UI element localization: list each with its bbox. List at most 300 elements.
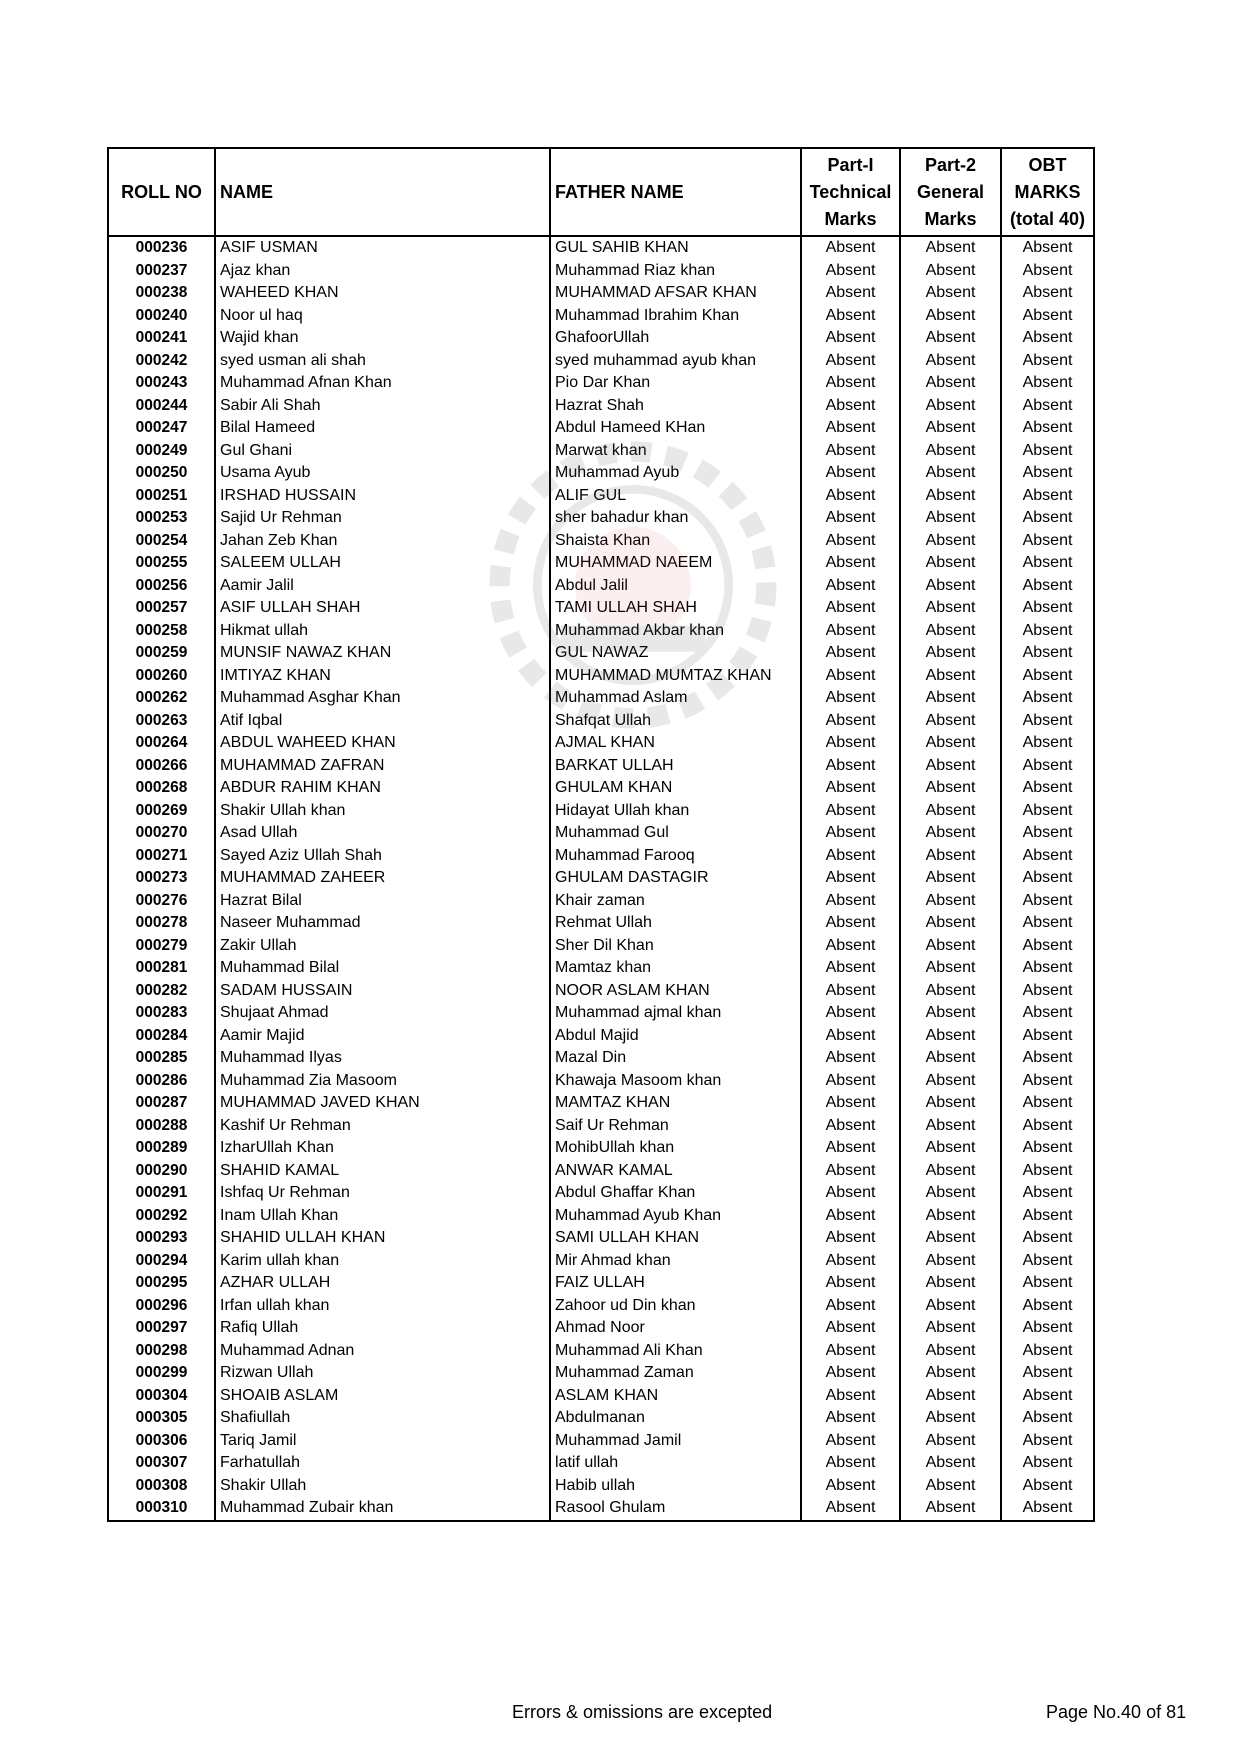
- header-row: [108, 148, 1094, 236]
- part1-marks-cell: Absent: [801, 710, 900, 733]
- name-cell: Naseer Muhammad: [215, 912, 550, 935]
- father-name-cell: Shaista Khan: [550, 530, 801, 553]
- father-name-cell: Pio Dar Khan: [550, 372, 801, 395]
- part2-marks-cell: Absent: [900, 867, 1001, 890]
- father-name-cell: MUHAMMAD MUMTAZ KHAN: [550, 665, 801, 688]
- header-part2-line3: Marks: [924, 208, 977, 229]
- father-name-cell: Khawaja Masoom khan: [550, 1070, 801, 1093]
- name-cell: MUNSIF NAWAZ KHAN: [215, 642, 550, 665]
- part1-marks-cell: Absent: [801, 845, 900, 868]
- father-name-cell: Abdul Jalil: [550, 575, 801, 598]
- roll-no-cell: 000282: [108, 980, 215, 1003]
- table-row: [108, 1025, 1094, 1048]
- roll-no-cell: 000260: [108, 665, 215, 688]
- part1-marks-cell: Absent: [801, 822, 900, 845]
- father-name-cell: Muhammad Zaman: [550, 1362, 801, 1385]
- father-name-cell: Rehmat Ullah: [550, 912, 801, 935]
- header-part2-line1: Part-2: [924, 154, 977, 175]
- roll-no-cell: 000244: [108, 395, 215, 418]
- father-name-cell: MUHAMMAD AFSAR KHAN: [550, 282, 801, 305]
- roll-no-cell: 000308: [108, 1475, 215, 1498]
- part2-marks-cell: Absent: [900, 1430, 1001, 1453]
- name-cell: SADAM HUSSAIN: [215, 980, 550, 1003]
- obt-marks-cell: Absent: [1001, 957, 1094, 980]
- name-cell: Atif Iqbal: [215, 710, 550, 733]
- roll-no-cell: 000286: [108, 1070, 215, 1093]
- part1-marks-cell: Absent: [801, 1160, 900, 1183]
- roll-no-cell: 000305: [108, 1407, 215, 1430]
- roll-no-cell: 000273: [108, 867, 215, 890]
- obt-marks-cell: Absent: [1001, 1362, 1094, 1385]
- table-row: [108, 1385, 1094, 1408]
- name-cell: SALEEM ULLAH: [215, 552, 550, 575]
- part1-marks-cell: Absent: [801, 597, 900, 620]
- obt-marks-cell: Absent: [1001, 485, 1094, 508]
- father-name-cell: Muhammad Jamil: [550, 1430, 801, 1453]
- header-father-name: FATHER NAME: [550, 148, 801, 236]
- table-row: [108, 1250, 1094, 1273]
- name-cell: MUHAMMAD ZAHEER: [215, 867, 550, 890]
- father-name-cell: Abdul Ghaffar Khan: [550, 1182, 801, 1205]
- father-name-cell: Muhammad Aslam: [550, 687, 801, 710]
- father-name-cell: SAMI ULLAH KHAN: [550, 1227, 801, 1250]
- table-row: [108, 485, 1094, 508]
- table-row: [108, 710, 1094, 733]
- roll-no-cell: 000236: [108, 236, 215, 260]
- part2-marks-cell: Absent: [900, 1250, 1001, 1273]
- roll-no-cell: 000283: [108, 1002, 215, 1025]
- part1-marks-cell: Absent: [801, 687, 900, 710]
- roll-no-cell: 000298: [108, 1340, 215, 1363]
- obt-marks-cell: Absent: [1001, 845, 1094, 868]
- part1-marks-cell: Absent: [801, 732, 900, 755]
- obt-marks-cell: Absent: [1001, 935, 1094, 958]
- part1-marks-cell: Absent: [801, 282, 900, 305]
- part1-marks-cell: Absent: [801, 485, 900, 508]
- obt-marks-cell: Absent: [1001, 530, 1094, 553]
- roll-no-cell: 000241: [108, 327, 215, 350]
- obt-marks-cell: Absent: [1001, 755, 1094, 778]
- father-name-cell: Muhammad ajmal khan: [550, 1002, 801, 1025]
- name-cell: Hikmat ullah: [215, 620, 550, 643]
- table-row: [108, 350, 1094, 373]
- part1-marks-cell: Absent: [801, 350, 900, 373]
- roll-no-cell: 000279: [108, 935, 215, 958]
- father-name-cell: Muhammad Ibrahim Khan: [550, 305, 801, 328]
- obt-marks-cell: Absent: [1001, 1025, 1094, 1048]
- part1-marks-cell: Absent: [801, 1115, 900, 1138]
- obt-marks-cell: Absent: [1001, 507, 1094, 530]
- part2-marks-cell: Absent: [900, 620, 1001, 643]
- header-name: NAME: [215, 148, 550, 236]
- name-cell: Gul Ghani: [215, 440, 550, 463]
- obt-marks-cell: Absent: [1001, 282, 1094, 305]
- father-name-cell: Marwat khan: [550, 440, 801, 463]
- roll-no-cell: 000250: [108, 462, 215, 485]
- table-row: [108, 1407, 1094, 1430]
- table-row: [108, 800, 1094, 823]
- part2-marks-cell: Absent: [900, 417, 1001, 440]
- header-part1-line2: Technical: [809, 181, 892, 202]
- name-cell: WAHEED KHAN: [215, 282, 550, 305]
- part1-marks-cell: Absent: [801, 980, 900, 1003]
- name-cell: AZHAR ULLAH: [215, 1272, 550, 1295]
- part1-marks-cell: Absent: [801, 867, 900, 890]
- part2-marks-cell: Absent: [900, 395, 1001, 418]
- table-row: [108, 957, 1094, 980]
- obt-marks-cell: Absent: [1001, 417, 1094, 440]
- name-cell: MUHAMMAD ZAFRAN: [215, 755, 550, 778]
- part1-marks-cell: Absent: [801, 890, 900, 913]
- name-cell: ABDUR RAHIM KHAN: [215, 777, 550, 800]
- part2-marks-cell: Absent: [900, 755, 1001, 778]
- father-name-cell: MAMTAZ KHAN: [550, 1092, 801, 1115]
- father-name-cell: Muhammad Gul: [550, 822, 801, 845]
- part2-marks-cell: Absent: [900, 282, 1001, 305]
- part2-marks-cell: Absent: [900, 1475, 1001, 1498]
- father-name-cell: Mir Ahmad khan: [550, 1250, 801, 1273]
- table-row: [108, 732, 1094, 755]
- table-row: [108, 1137, 1094, 1160]
- name-cell: Shafiullah: [215, 1407, 550, 1430]
- obt-marks-cell: Absent: [1001, 462, 1094, 485]
- roll-no-cell: 000294: [108, 1250, 215, 1273]
- obt-marks-cell: Absent: [1001, 1115, 1094, 1138]
- father-name-cell: TAMI ULLAH SHAH: [550, 597, 801, 620]
- father-name-cell: latif ullah: [550, 1452, 801, 1475]
- name-cell: ASIF ULLAH SHAH: [215, 597, 550, 620]
- roll-no-cell: 000266: [108, 755, 215, 778]
- name-cell: SHAHID KAMAL: [215, 1160, 550, 1183]
- name-cell: Zakir Ullah: [215, 935, 550, 958]
- roll-no-cell: 000287: [108, 1092, 215, 1115]
- table-row: [108, 552, 1094, 575]
- obt-marks-cell: Absent: [1001, 1047, 1094, 1070]
- part1-marks-cell: Absent: [801, 777, 900, 800]
- header-roll-no: ROLL NO: [108, 148, 215, 236]
- name-cell: Shakir Ullah: [215, 1475, 550, 1498]
- roll-no-cell: 000293: [108, 1227, 215, 1250]
- table-row: [108, 236, 1094, 260]
- roll-no-cell: 000253: [108, 507, 215, 530]
- name-cell: Muhammad Zia Masoom: [215, 1070, 550, 1093]
- part1-marks-cell: Absent: [801, 800, 900, 823]
- table-row: [108, 822, 1094, 845]
- father-name-cell: BARKAT ULLAH: [550, 755, 801, 778]
- part1-marks-cell: Absent: [801, 440, 900, 463]
- obt-marks-cell: Absent: [1001, 1092, 1094, 1115]
- name-cell: ABDUL WAHEED KHAN: [215, 732, 550, 755]
- part2-marks-cell: Absent: [900, 1362, 1001, 1385]
- father-name-cell: ALIF GUL: [550, 485, 801, 508]
- part1-marks-cell: Absent: [801, 1385, 900, 1408]
- part1-marks-cell: Absent: [801, 935, 900, 958]
- part1-marks-cell: Absent: [801, 1025, 900, 1048]
- roll-no-cell: 000255: [108, 552, 215, 575]
- table-row: [108, 620, 1094, 643]
- obt-marks-cell: Absent: [1001, 980, 1094, 1003]
- father-name-cell: GhafoorUllah: [550, 327, 801, 350]
- roll-no-cell: 000238: [108, 282, 215, 305]
- part1-marks-cell: Absent: [801, 1317, 900, 1340]
- father-name-cell: Zahoor ud Din khan: [550, 1295, 801, 1318]
- table-row: [108, 1092, 1094, 1115]
- part2-marks-cell: Absent: [900, 1452, 1001, 1475]
- roll-no-cell: 000310: [108, 1497, 215, 1521]
- part2-marks-cell: Absent: [900, 485, 1001, 508]
- table-row: [108, 1295, 1094, 1318]
- part1-marks-cell: Absent: [801, 1227, 900, 1250]
- part2-marks-cell: Absent: [900, 1340, 1001, 1363]
- table-row: [108, 597, 1094, 620]
- obt-marks-cell: Absent: [1001, 395, 1094, 418]
- table-row: [108, 1430, 1094, 1453]
- part2-marks-cell: Absent: [900, 957, 1001, 980]
- roll-no-cell: 000291: [108, 1182, 215, 1205]
- name-cell: IzharUllah Khan: [215, 1137, 550, 1160]
- part2-marks-cell: Absent: [900, 1092, 1001, 1115]
- part1-marks-cell: Absent: [801, 236, 900, 260]
- part2-marks-cell: Absent: [900, 980, 1001, 1003]
- part1-marks-cell: Absent: [801, 305, 900, 328]
- obt-marks-cell: Absent: [1001, 327, 1094, 350]
- father-name-cell: Muhammad Akbar khan: [550, 620, 801, 643]
- table-row: [108, 845, 1094, 868]
- part2-marks-cell: Absent: [900, 597, 1001, 620]
- roll-no-cell: 000258: [108, 620, 215, 643]
- table-row: [108, 417, 1094, 440]
- obt-marks-cell: Absent: [1001, 822, 1094, 845]
- roll-no-cell: 000299: [108, 1362, 215, 1385]
- roll-no-cell: 000307: [108, 1452, 215, 1475]
- table-row: [108, 1497, 1094, 1521]
- roll-no-cell: 000256: [108, 575, 215, 598]
- part2-marks-cell: Absent: [900, 305, 1001, 328]
- part2-marks-cell: Absent: [900, 260, 1001, 283]
- obt-marks-cell: Absent: [1001, 575, 1094, 598]
- obt-marks-cell: Absent: [1001, 890, 1094, 913]
- part1-marks-cell: Absent: [801, 912, 900, 935]
- father-name-cell: Abdulmanan: [550, 1407, 801, 1430]
- part1-marks-cell: Absent: [801, 620, 900, 643]
- name-cell: Rafiq Ullah: [215, 1317, 550, 1340]
- footer-disclaimer: Errors & omissions are excepted: [512, 1702, 773, 1722]
- name-cell: Ishfaq Ur Rehman: [215, 1182, 550, 1205]
- header-part1-line1: Part-I: [827, 154, 874, 175]
- part1-marks-cell: Absent: [801, 1092, 900, 1115]
- father-name-cell: GHULAM DASTAGIR: [550, 867, 801, 890]
- part1-marks-cell: Absent: [801, 1452, 900, 1475]
- roll-no-cell: 000270: [108, 822, 215, 845]
- obt-marks-cell: Absent: [1001, 1137, 1094, 1160]
- obt-marks-cell: Absent: [1001, 1160, 1094, 1183]
- part1-marks-cell: Absent: [801, 1362, 900, 1385]
- father-name-cell: syed muhammad ayub khan: [550, 350, 801, 373]
- page-number: Page No.40 of 81: [1046, 1702, 1187, 1722]
- header-part2-general-marks: [900, 148, 1001, 236]
- obt-marks-cell: Absent: [1001, 1295, 1094, 1318]
- name-cell: Farhatullah: [215, 1452, 550, 1475]
- roll-no-cell: 000237: [108, 260, 215, 283]
- part1-marks-cell: Absent: [801, 1250, 900, 1273]
- table-row: [108, 260, 1094, 283]
- part1-marks-cell: Absent: [801, 552, 900, 575]
- table-row: [108, 1070, 1094, 1093]
- table-row: [108, 530, 1094, 553]
- father-name-cell: sher bahadur khan: [550, 507, 801, 530]
- table-row: [108, 867, 1094, 890]
- roll-no-cell: 000297: [108, 1317, 215, 1340]
- name-cell: Aamir Jalil: [215, 575, 550, 598]
- roll-no-cell: 000295: [108, 1272, 215, 1295]
- part2-marks-cell: Absent: [900, 236, 1001, 260]
- table-row: [108, 1452, 1094, 1475]
- part1-marks-cell: Absent: [801, 1407, 900, 1430]
- father-name-cell: Mazal Din: [550, 1047, 801, 1070]
- roll-no-cell: 000251: [108, 485, 215, 508]
- header-obt-marks: [1001, 148, 1094, 236]
- name-cell: Asad Ullah: [215, 822, 550, 845]
- roll-no-cell: 000289: [108, 1137, 215, 1160]
- roll-no-cell: 000276: [108, 890, 215, 913]
- part2-marks-cell: Absent: [900, 440, 1001, 463]
- obt-marks-cell: Absent: [1001, 1452, 1094, 1475]
- name-cell: Muhammad Ilyas: [215, 1047, 550, 1070]
- name-cell: Sajid Ur Rehman: [215, 507, 550, 530]
- father-name-cell: Muhammad Ayub: [550, 462, 801, 485]
- part2-marks-cell: Absent: [900, 1047, 1001, 1070]
- table-row: [108, 1340, 1094, 1363]
- table-row: [108, 890, 1094, 913]
- father-name-cell: Rasool Ghulam: [550, 1497, 801, 1521]
- obt-marks-cell: Absent: [1001, 1070, 1094, 1093]
- table-row: [108, 327, 1094, 350]
- header-obt-line2: MARKS: [1014, 181, 1081, 202]
- header-obt-line3: (total 40): [1009, 208, 1085, 229]
- father-name-cell: Muhammad Ali Khan: [550, 1340, 801, 1363]
- part2-marks-cell: Absent: [900, 935, 1001, 958]
- part1-marks-cell: Absent: [801, 507, 900, 530]
- part2-marks-cell: Absent: [900, 890, 1001, 913]
- name-cell: Kashif Ur Rehman: [215, 1115, 550, 1138]
- table-row: [108, 507, 1094, 530]
- table-row: [108, 1317, 1094, 1340]
- roll-no-cell: 000304: [108, 1385, 215, 1408]
- roll-no-cell: 000259: [108, 642, 215, 665]
- table-row: [108, 1182, 1094, 1205]
- name-cell: Muhammad Bilal: [215, 957, 550, 980]
- table-row: [108, 935, 1094, 958]
- father-name-cell: Habib ullah: [550, 1475, 801, 1498]
- name-cell: Usama Ayub: [215, 462, 550, 485]
- father-name-cell: Abdul Hameed KHan: [550, 417, 801, 440]
- father-name-cell: Shafqat Ullah: [550, 710, 801, 733]
- father-name-cell: MohibUllah khan: [550, 1137, 801, 1160]
- part1-marks-cell: Absent: [801, 1047, 900, 1070]
- father-name-cell: FAIZ ULLAH: [550, 1272, 801, 1295]
- roll-no-cell: 000243: [108, 372, 215, 395]
- name-cell: Muhammad Zubair khan: [215, 1497, 550, 1521]
- table-row: [108, 912, 1094, 935]
- name-cell: Sabir Ali Shah: [215, 395, 550, 418]
- table-row: [108, 1227, 1094, 1250]
- roll-no-cell: 000290: [108, 1160, 215, 1183]
- table-row: [108, 642, 1094, 665]
- name-cell: Shujaat Ahmad: [215, 1002, 550, 1025]
- part2-marks-cell: Absent: [900, 642, 1001, 665]
- part1-marks-cell: Absent: [801, 1205, 900, 1228]
- roll-no-cell: 000242: [108, 350, 215, 373]
- part1-marks-cell: Absent: [801, 372, 900, 395]
- name-cell: MUHAMMAD JAVED KHAN: [215, 1092, 550, 1115]
- part2-marks-cell: Absent: [900, 1407, 1001, 1430]
- obt-marks-cell: Absent: [1001, 620, 1094, 643]
- table-row: [108, 1362, 1094, 1385]
- part2-marks-cell: Absent: [900, 1317, 1001, 1340]
- table-row: [108, 462, 1094, 485]
- obt-marks-cell: Absent: [1001, 597, 1094, 620]
- part2-marks-cell: Absent: [900, 350, 1001, 373]
- table-row: [108, 1160, 1094, 1183]
- table-row: [108, 575, 1094, 598]
- name-cell: Bilal Hameed: [215, 417, 550, 440]
- obt-marks-cell: Absent: [1001, 800, 1094, 823]
- obt-marks-cell: Absent: [1001, 1227, 1094, 1250]
- roll-no-cell: 000254: [108, 530, 215, 553]
- obt-marks-cell: Absent: [1001, 1497, 1094, 1521]
- obt-marks-cell: Absent: [1001, 1272, 1094, 1295]
- name-cell: Muhammad Asghar Khan: [215, 687, 550, 710]
- part1-marks-cell: Absent: [801, 1340, 900, 1363]
- roll-no-cell: 000271: [108, 845, 215, 868]
- name-cell: Karim ullah khan: [215, 1250, 550, 1273]
- roll-no-cell: 000296: [108, 1295, 215, 1318]
- obt-marks-cell: Absent: [1001, 732, 1094, 755]
- obt-marks-cell: Absent: [1001, 1002, 1094, 1025]
- roll-no-cell: 000257: [108, 597, 215, 620]
- father-name-cell: GHULAM KHAN: [550, 777, 801, 800]
- part2-marks-cell: Absent: [900, 1295, 1001, 1318]
- name-cell: Rizwan Ullah: [215, 1362, 550, 1385]
- table-row: [108, 1002, 1094, 1025]
- name-cell: SHAHID ULLAH KHAN: [215, 1227, 550, 1250]
- name-cell: Inam Ullah Khan: [215, 1205, 550, 1228]
- header-part2-line2: General: [916, 181, 985, 202]
- table-row: [108, 282, 1094, 305]
- father-name-cell: Saif Ur Rehman: [550, 1115, 801, 1138]
- father-name-cell: ANWAR KAMAL: [550, 1160, 801, 1183]
- part1-marks-cell: Absent: [801, 417, 900, 440]
- part2-marks-cell: Absent: [900, 1002, 1001, 1025]
- name-cell: Aamir Majid: [215, 1025, 550, 1048]
- father-name-cell: AJMAL KHAN: [550, 732, 801, 755]
- obt-marks-cell: Absent: [1001, 710, 1094, 733]
- part2-marks-cell: Absent: [900, 665, 1001, 688]
- father-name-cell: Hazrat Shah: [550, 395, 801, 418]
- part2-marks-cell: Absent: [900, 1272, 1001, 1295]
- obt-marks-cell: Absent: [1001, 305, 1094, 328]
- part1-marks-cell: Absent: [801, 1475, 900, 1498]
- part1-marks-cell: Absent: [801, 642, 900, 665]
- name-cell: Muhammad Afnan Khan: [215, 372, 550, 395]
- part2-marks-cell: Absent: [900, 1182, 1001, 1205]
- part2-marks-cell: Absent: [900, 732, 1001, 755]
- table-row: [108, 665, 1094, 688]
- part1-marks-cell: Absent: [801, 327, 900, 350]
- roll-no-cell: 000284: [108, 1025, 215, 1048]
- name-cell: IRSHAD HUSSAIN: [215, 485, 550, 508]
- name-cell: Shakir Ullah khan: [215, 800, 550, 823]
